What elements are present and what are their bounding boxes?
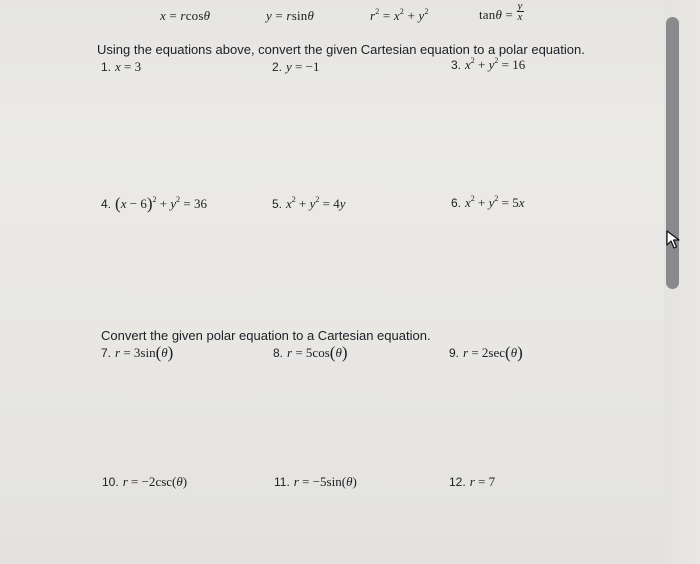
instruction-cartesian-to-polar: Using the equations above, convert the given Cartesian equation to a polar equation.: [97, 42, 585, 57]
problem-3: 3. $x^2 + y^2 = 16$: [451, 56, 526, 72]
problem-4: 4. $(x - 6)^2 + y^2 = 36$: [101, 194, 207, 213]
mouse-pointer-arrow-icon: [666, 230, 682, 250]
problem-12: 12. r = 7: [449, 474, 496, 489]
instruction-polar-to-cartesian: Convert the given polar equation to a Cartesian equation.: [101, 328, 431, 343]
problem-7: 7. r = 3sin(θ): [101, 343, 174, 362]
problem-9: 9. r = 2sec(θ): [449, 343, 523, 362]
formula-r-squared: $r^2 = x^2 + y^2$: [370, 7, 429, 23]
formula-y-rsin: y = rsinθ: [266, 8, 315, 23]
problem-8: 8. r = 5cos(θ): [273, 343, 348, 362]
formula-tan-theta: tanθ = $\frac{y}{x}$: [479, 0, 523, 23]
problem-11: 11. r = −5sin(θ): [274, 474, 357, 489]
problem-6: 6. $x^2 + y^2 = 5x$: [451, 194, 525, 210]
problem-5: 5. $x^2 + y^2 = 4y$: [272, 195, 346, 211]
problem-1: 1. x = 3: [101, 59, 142, 74]
formula-x-rcos: x = rcosθ: [160, 8, 211, 23]
problem-2: 2. y = −1: [272, 59, 320, 74]
problem-10: 10. r = −2csc(θ): [102, 474, 188, 489]
